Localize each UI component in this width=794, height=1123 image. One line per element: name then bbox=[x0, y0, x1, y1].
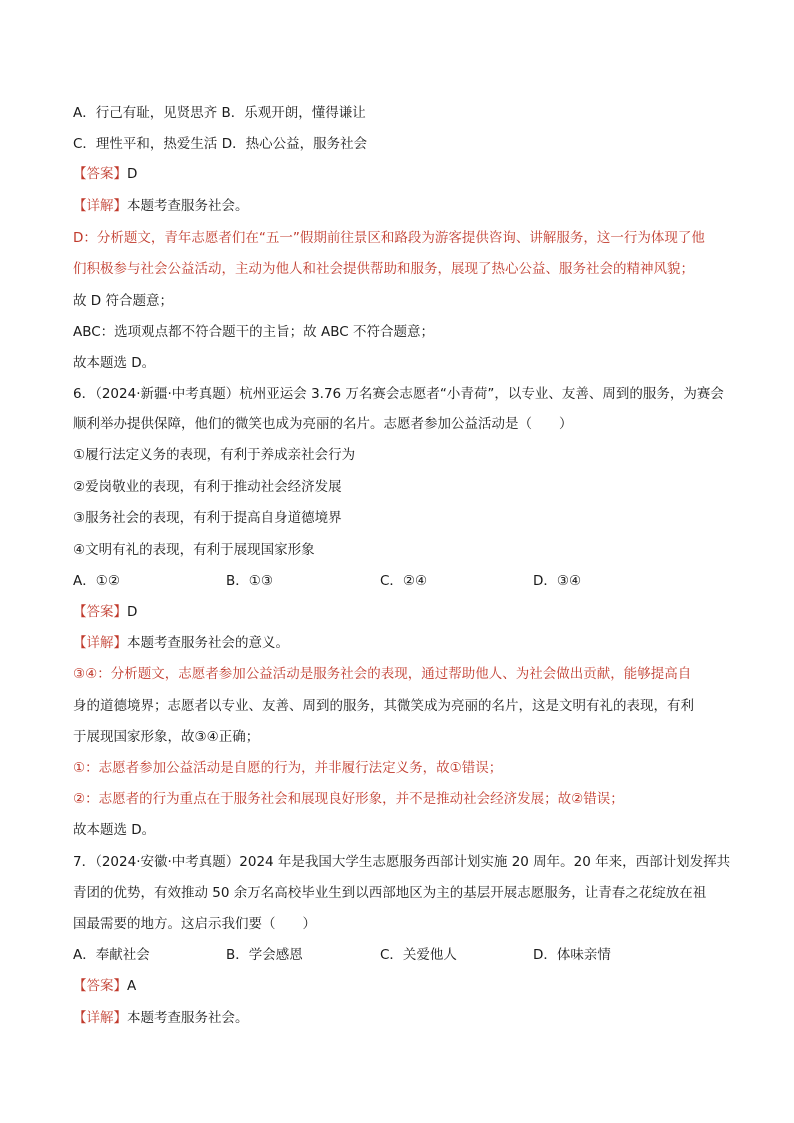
q6-wrong-1: ①：志愿者参加公益活动是自愿的行为，并非履行法定义务，故①错误； bbox=[73, 760, 503, 776]
q6-answer bbox=[73, 602, 733, 622]
q7-stem-line-2: 青团的优势，有效推动 50 余万名高校毕业生到以西部地区为主的基层开展志愿服务，让青春之花绽放在祖 bbox=[73, 885, 707, 901]
q5-abc-note: ABC：选项观点都不符合题干的主旨；故 ABC 不符合题意； bbox=[73, 324, 434, 340]
answer-value: D bbox=[127, 166, 138, 182]
q6-item-1: ①履行法定义务的表现，有利于养成亲社会行为 bbox=[73, 447, 356, 463]
q6-analysis-line-3: 于展现国家形象，故③④正确； bbox=[73, 729, 260, 745]
q7-stem-line-1: 7．（2024·安徽·中考真题）2024 年是我国大学生志愿服务西部计划实施 20 周年。20 年来，西部计划发挥共 bbox=[73, 854, 731, 870]
q6-wrong-2: ②：志愿者的行为重点在于服务社会和展现良好形象，并不是推动社会经济发展；故②错误； bbox=[73, 791, 624, 807]
q5-options-line-1: A．行己有耻，见贤思齐 B．乐观开朗，懂得谦让 bbox=[73, 105, 366, 121]
q6-item-4: ④文明有礼的表现，有利于展现国家形象 bbox=[73, 542, 315, 558]
q5-analysis-line-1: D：分析题文，青年志愿者们在“五一”假期前往景区和路段为游客提供咨询、讲解服务，这一行为体现了他 bbox=[73, 230, 705, 246]
q7-stem-line-3: 国最需要的地方。这启示我们要（ ） bbox=[73, 916, 316, 932]
q6-analysis-line-2: 身的道德境界；志愿者以专业、友善、周到的服务，其微笑成为亮丽的名片，这是文明有礼的表现，有利 bbox=[73, 698, 694, 714]
detail-tag: 【详解】 bbox=[73, 198, 127, 214]
q6-option-a: A．①② bbox=[73, 573, 120, 589]
q6-stem-line-1: 6．（2024·新疆·中考真题）杭州亚运会 3.76 万名赛会志愿者“小青荷”，以专业、友善、周到的服务，为赛会 bbox=[73, 386, 724, 402]
answer-tag: 【答案】 bbox=[73, 604, 127, 620]
q6-options-row bbox=[73, 571, 733, 591]
q6-option-b: B．①③ bbox=[226, 573, 273, 589]
q6-conclusion: 故本题选 D。 bbox=[73, 822, 156, 838]
q5-analysis-line-2: 们积极参与社会公益活动，主动为他人和社会提供帮助和服务，展现了热心公益、服务社会的精神风貌； bbox=[73, 261, 694, 277]
q7-option-c: C．关爱他人 bbox=[380, 947, 457, 963]
q5-answer bbox=[73, 164, 733, 184]
q7-answer bbox=[73, 976, 733, 996]
q7-option-a: A．奉献社会 bbox=[73, 947, 150, 963]
q6-item-3: ③服务社会的表现，有利于提高自身道德境界 bbox=[73, 510, 342, 526]
answer-tag: 【答案】 bbox=[73, 166, 127, 182]
q6-option-d: D．③④ bbox=[533, 573, 582, 589]
answer-tag: 【答案】 bbox=[73, 978, 127, 994]
answer-value: D bbox=[127, 604, 138, 620]
q5-conclusion: 故本题选 D。 bbox=[73, 355, 156, 371]
detail-intro: 本题考查服务社会的意义。 bbox=[127, 635, 289, 651]
q6-detail bbox=[73, 633, 733, 653]
q7-option-d: D．体味亲情 bbox=[533, 947, 611, 963]
q5-detail bbox=[73, 196, 733, 216]
q6-analysis-line-1: ③④：分析题文，志愿者参加公益活动是服务社会的表现，通过帮助他人、为社会做出贡献，能够提高自 bbox=[73, 666, 692, 682]
answer-value: A bbox=[127, 978, 137, 994]
q7-options-row bbox=[73, 945, 733, 965]
q5-options-line-2: C．理性平和，热爱生活 D．热心公益，服务社会 bbox=[73, 136, 368, 152]
q6-option-c: C．②④ bbox=[380, 573, 428, 589]
detail-intro: 本题考查服务社会。 bbox=[127, 1010, 249, 1026]
detail-intro: 本题考查服务社会。 bbox=[127, 198, 249, 214]
q6-stem-line-2: 顺利举办提供保障，他们的微笑也成为亮丽的名片。志愿者参加公益活动是（ ） bbox=[73, 416, 573, 432]
detail-tag: 【详解】 bbox=[73, 1010, 127, 1026]
q5-analysis-line-3: 故 D 符合题意； bbox=[73, 293, 173, 309]
q7-detail bbox=[73, 1008, 733, 1028]
detail-tag: 【详解】 bbox=[73, 635, 127, 651]
q7-option-b: B．学会感恩 bbox=[226, 947, 303, 963]
q6-item-2: ②爱岗敬业的表现，有利于推动社会经济发展 bbox=[73, 479, 342, 495]
